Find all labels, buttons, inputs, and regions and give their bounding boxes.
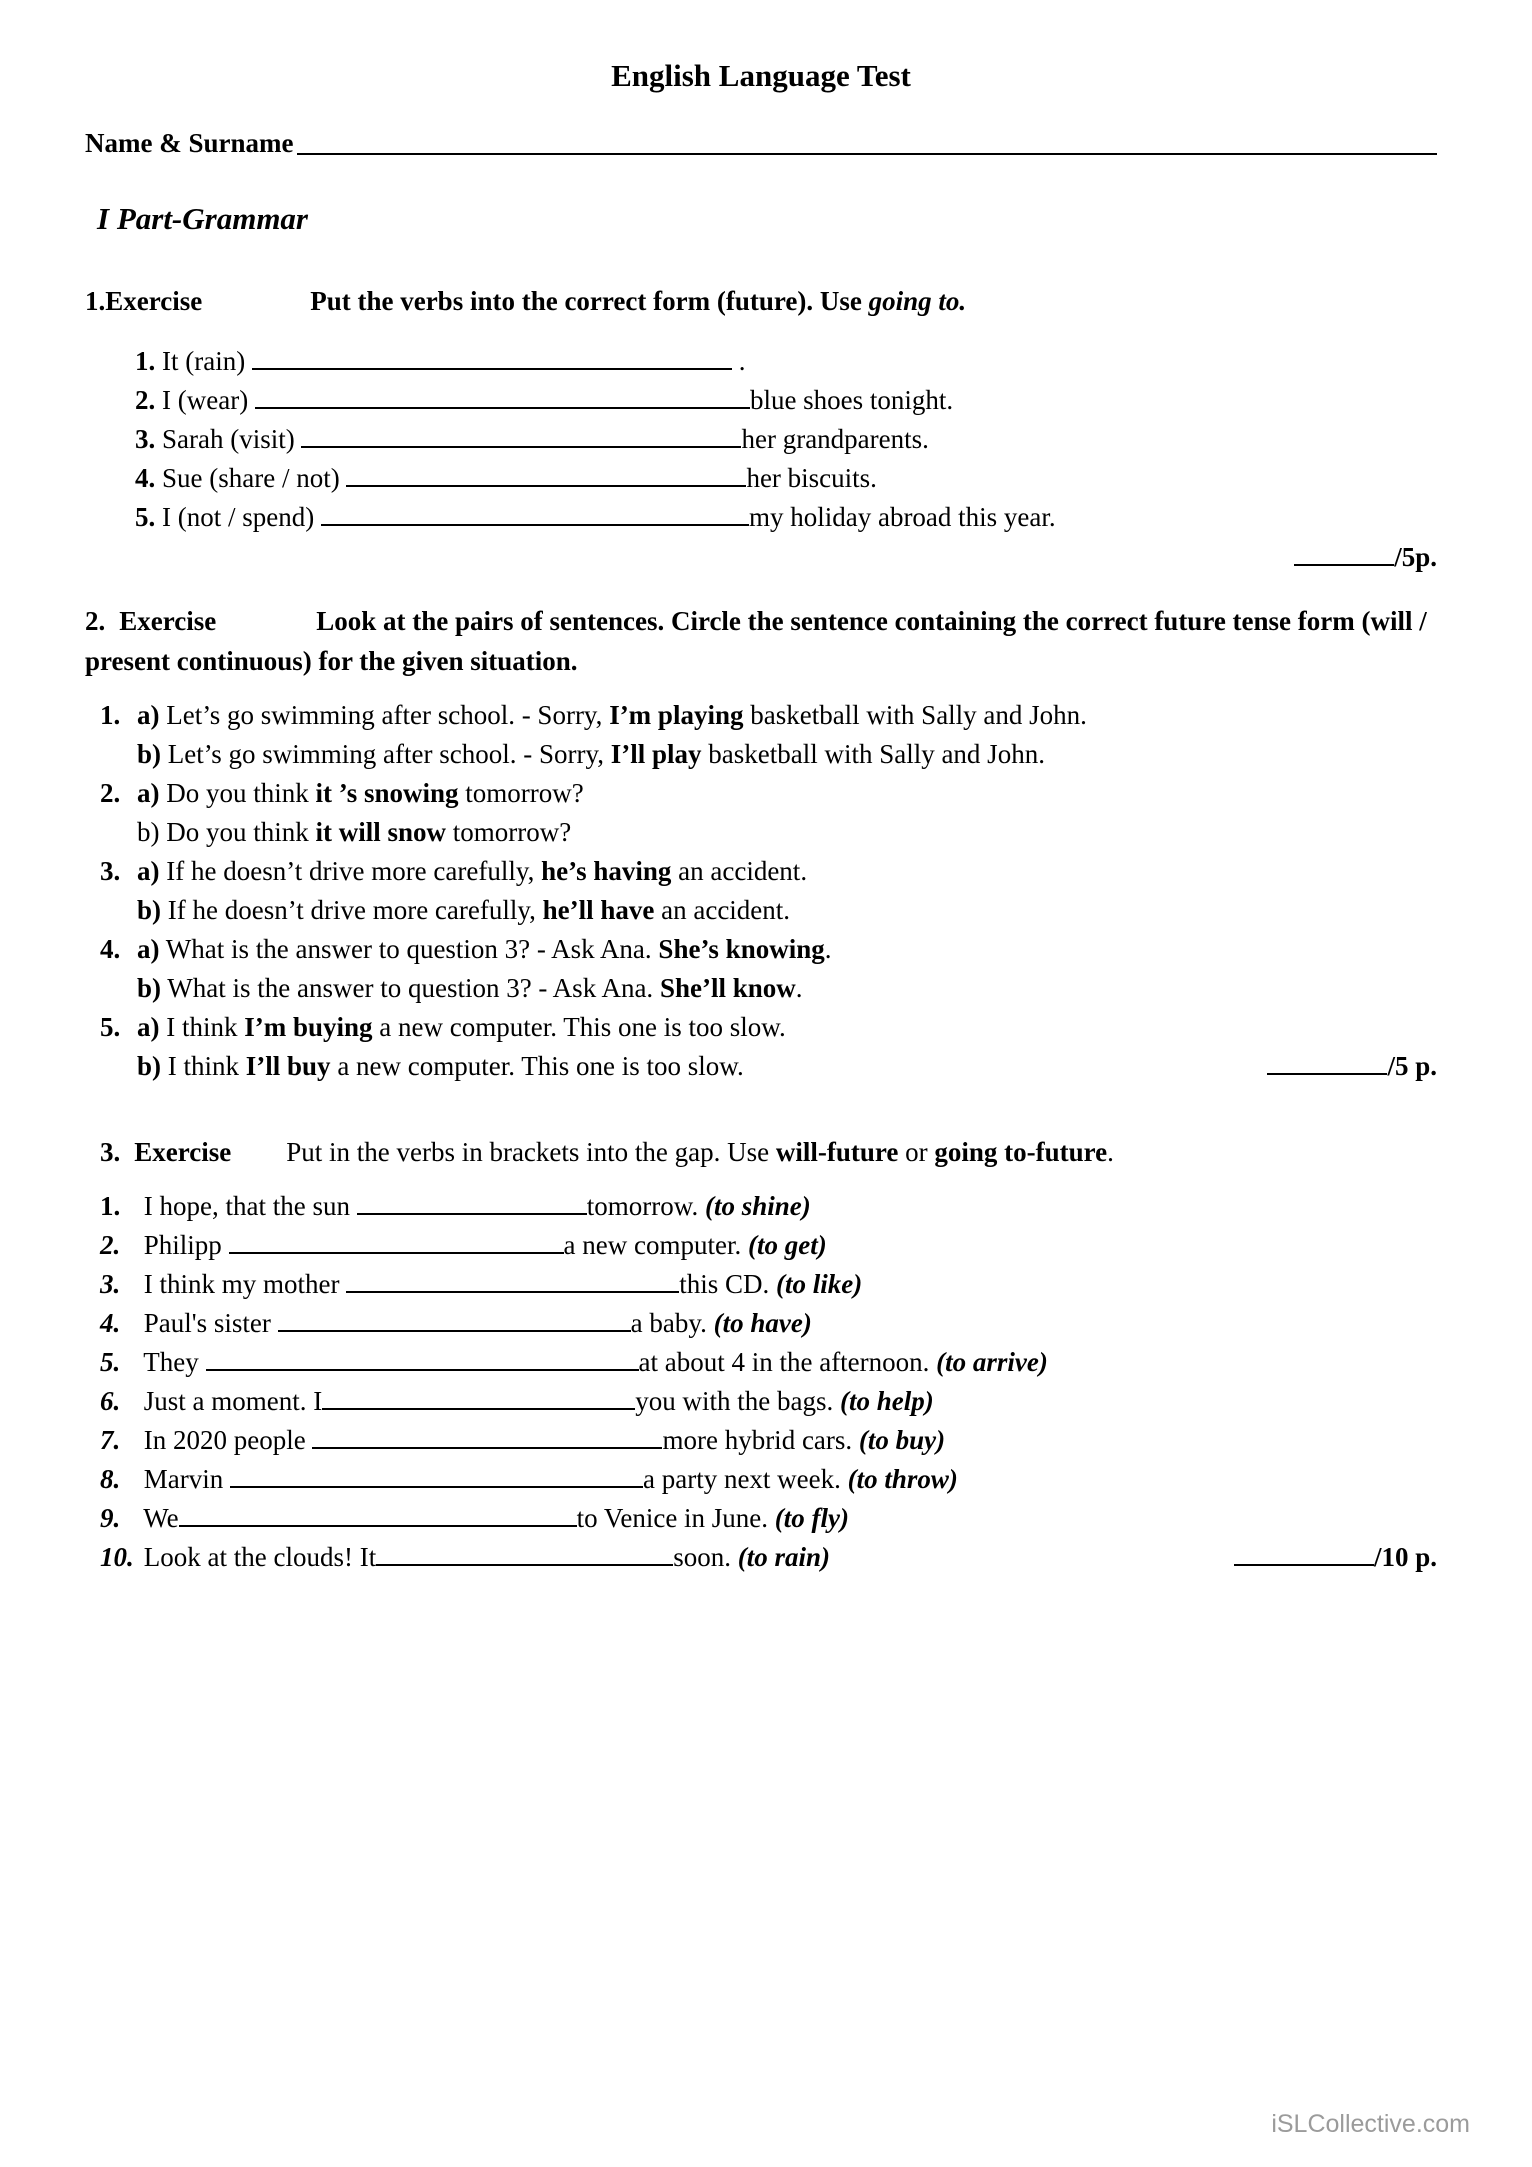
score-blank bbox=[1294, 558, 1394, 566]
name-blank-line bbox=[297, 153, 1437, 155]
option-text-after: . bbox=[824, 934, 832, 964]
item-number: 4. bbox=[135, 463, 156, 493]
item-text-after: her biscuits. bbox=[746, 463, 877, 493]
item-number: 2. bbox=[100, 778, 121, 808]
option-text: Let’s go swimming after school. - Sorry, bbox=[159, 700, 610, 730]
option-text-after: a new computer. This one is too slow. bbox=[372, 1012, 786, 1042]
ex1-item-2 bbox=[135, 386, 1437, 414]
name-surname-row bbox=[85, 128, 1437, 159]
verb-hint: (to help) bbox=[839, 1386, 934, 1416]
option-letter: a) bbox=[137, 856, 160, 886]
option-bold: I’m buying bbox=[244, 1012, 373, 1042]
answer-blank bbox=[229, 1246, 564, 1254]
item-number: 5. bbox=[100, 1347, 121, 1377]
islcollective-watermark: iSLCollective.com bbox=[1271, 2110, 1470, 2138]
item-text-after: at about 4 in the afternoon. bbox=[638, 1347, 937, 1377]
option-letter: b) bbox=[137, 817, 160, 847]
item-text-after: my holiday abroad this year. bbox=[748, 502, 1056, 532]
option-text-after: an accident. bbox=[671, 856, 808, 886]
verb-hint: (to like) bbox=[776, 1269, 863, 1299]
verb-hint: (to shine) bbox=[704, 1191, 811, 1221]
item-number: 2. bbox=[135, 385, 156, 415]
item-number: 3. bbox=[135, 424, 156, 454]
exercise-1-instruction: Put the verbs into the correct form (future). Use bbox=[310, 286, 869, 316]
exercise-3-heading bbox=[100, 1132, 1437, 1172]
exercise-3-instruction-mid: or bbox=[898, 1137, 935, 1167]
option-text: What is the answer to question 3? - Ask Ana. bbox=[161, 973, 660, 1003]
item-text-after: soon. bbox=[673, 1542, 738, 1572]
ex2-item-1 bbox=[100, 701, 1437, 768]
exercise-2-heading bbox=[85, 601, 1437, 681]
ex3-item-6 bbox=[100, 1387, 1437, 1415]
ex3-item-4 bbox=[100, 1309, 1437, 1337]
verb-hint: (to arrive) bbox=[936, 1347, 1048, 1377]
option-text-after: tomorrow? bbox=[446, 817, 572, 847]
item-text: It (rain) bbox=[155, 346, 252, 376]
item-text-after: tomorrow. bbox=[586, 1191, 705, 1221]
item-number: 3. bbox=[100, 856, 121, 886]
item-number: 4. bbox=[100, 934, 121, 964]
item-text: In 2020 people bbox=[137, 1425, 313, 1455]
answer-blank bbox=[321, 518, 749, 526]
item-text-after: to Venice in June. bbox=[576, 1503, 775, 1533]
item-text: I think my mother bbox=[137, 1269, 347, 1299]
answer-blank bbox=[278, 1324, 631, 1332]
item-text: Sue (share / not) bbox=[155, 463, 347, 493]
item-number: 4. bbox=[100, 1308, 121, 1338]
answer-blank bbox=[206, 1363, 639, 1371]
score-label: /10 p. bbox=[1373, 1542, 1437, 1572]
verb-hint: (to buy) bbox=[858, 1425, 946, 1455]
ex1-item-4 bbox=[135, 464, 1437, 492]
option-text-after: a new computer. This one is too slow. bbox=[330, 1051, 744, 1081]
item-number: 7. bbox=[100, 1425, 121, 1455]
ex3-item-5 bbox=[100, 1348, 1437, 1376]
ex2-item-3 bbox=[100, 857, 1437, 924]
ex3-item-3 bbox=[100, 1270, 1437, 1298]
answer-blank bbox=[322, 1402, 635, 1410]
verb-hint: (to throw) bbox=[847, 1464, 958, 1494]
exercise-2-label: Exercise bbox=[119, 606, 217, 636]
item-text: I (wear) bbox=[155, 385, 255, 415]
option-text-after: . bbox=[795, 973, 803, 1003]
item-text: Sarah (visit) bbox=[155, 424, 302, 454]
item-text: Look at the clouds! It bbox=[137, 1542, 377, 1572]
ex1-item-1 bbox=[135, 347, 1437, 375]
option-text-after: an accident. bbox=[654, 895, 791, 925]
score-blank bbox=[1234, 1558, 1374, 1566]
answer-blank bbox=[312, 1441, 662, 1449]
item-text-after: a baby. bbox=[630, 1308, 714, 1338]
option-line bbox=[137, 1052, 744, 1080]
ex2-item-1a bbox=[100, 701, 1437, 729]
option-bold: I’ll play bbox=[610, 739, 702, 769]
ex3-item-1 bbox=[100, 1192, 1437, 1220]
item-text-after: a new computer. bbox=[563, 1230, 748, 1260]
option-bold: I’ll buy bbox=[245, 1051, 331, 1081]
option-letter: a) bbox=[137, 1012, 160, 1042]
exercise-2-score bbox=[1267, 1052, 1437, 1080]
option-bold: it ’s snowing bbox=[315, 778, 459, 808]
exercise-3-instruction-bold-1: will-future bbox=[775, 1137, 899, 1167]
ex3-item-9 bbox=[100, 1504, 1437, 1532]
ex3-item-8 bbox=[100, 1465, 1437, 1493]
exercise-3-number: 3. bbox=[100, 1137, 121, 1167]
item-text: We bbox=[137, 1503, 179, 1533]
answer-blank bbox=[301, 440, 741, 448]
item-number: 2. bbox=[100, 1230, 121, 1260]
item-number: 5. bbox=[100, 1012, 121, 1042]
item-number: 8. bbox=[100, 1464, 121, 1494]
answer-blank bbox=[179, 1519, 577, 1527]
item-number: 1. bbox=[135, 346, 156, 376]
item-line bbox=[100, 1543, 830, 1571]
ex2-item-5 bbox=[100, 1013, 1437, 1080]
verb-hint: (to rain) bbox=[737, 1542, 830, 1572]
ex1-item-5 bbox=[135, 503, 1437, 531]
part-heading: I Part-Grammar bbox=[97, 201, 308, 236]
option-letter: b) bbox=[137, 895, 162, 925]
answer-blank bbox=[376, 1558, 673, 1566]
verb-hint: (to get) bbox=[747, 1230, 827, 1260]
option-text: If he doesn’t drive more carefully, bbox=[161, 895, 543, 925]
item-text-after: . bbox=[738, 346, 746, 376]
option-bold: She’ll know bbox=[659, 973, 796, 1003]
option-text: I think bbox=[159, 1012, 245, 1042]
option-text: What is the answer to question 3? - Ask Ana. bbox=[159, 934, 659, 964]
item-text-after: blue shoes tonight. bbox=[749, 385, 954, 415]
item-text: Just a moment. I bbox=[137, 1386, 323, 1416]
option-letter: a) bbox=[137, 778, 160, 808]
option-text-after: basketball with Sally and John. bbox=[743, 700, 1087, 730]
item-text: I hope, that the sun bbox=[137, 1191, 357, 1221]
answer-blank bbox=[346, 479, 746, 487]
option-bold: he’ll have bbox=[542, 895, 655, 925]
option-bold: he’s having bbox=[541, 856, 672, 886]
score-label: /5 p. bbox=[1387, 1051, 1437, 1081]
item-text-after: you with the bags. bbox=[635, 1386, 840, 1416]
option-letter: b) bbox=[137, 973, 162, 1003]
exercise-1-score bbox=[85, 542, 1437, 573]
item-number: 3. bbox=[100, 1269, 121, 1299]
exercise-1-heading bbox=[85, 281, 1437, 321]
ex2-item-1b bbox=[137, 740, 1437, 768]
item-text: Marvin bbox=[137, 1464, 230, 1494]
exercise-2-number: 2. bbox=[85, 606, 106, 636]
answer-blank bbox=[230, 1480, 643, 1488]
option-text: If he doesn’t drive more carefully, bbox=[159, 856, 542, 886]
item-text: Paul's sister bbox=[137, 1308, 278, 1338]
option-text: Let’s go swimming after school. - Sorry, bbox=[161, 739, 611, 769]
ex2-item-2a bbox=[100, 779, 1437, 807]
exercise-1-instruction-emphasis: going to. bbox=[868, 286, 967, 316]
item-number: 10. bbox=[100, 1542, 134, 1572]
item-number: 5. bbox=[135, 502, 156, 532]
item-number: 1. bbox=[100, 1191, 121, 1221]
item-number: 9. bbox=[100, 1503, 121, 1533]
ex1-item-3 bbox=[135, 425, 1437, 453]
exercise-1-label: 1.Exercise bbox=[85, 286, 203, 316]
ex2-item-4 bbox=[100, 935, 1437, 1002]
exercise-3-instruction: Put in the verbs in brackets into the gap. Use bbox=[286, 1137, 776, 1167]
item-text-after: more hybrid cars. bbox=[662, 1425, 859, 1455]
option-text: Do you think bbox=[159, 778, 316, 808]
ex3-item-10 bbox=[100, 1543, 1437, 1571]
ex3-item-7 bbox=[100, 1426, 1437, 1454]
name-label: Name & Surname bbox=[85, 128, 294, 158]
option-text-after: basketball with Sally and John. bbox=[701, 739, 1045, 769]
exercise-3-score bbox=[1234, 1543, 1437, 1571]
option-bold: it will snow bbox=[315, 817, 447, 847]
exercise-3-label: Exercise bbox=[134, 1137, 232, 1167]
verb-hint: (to have) bbox=[713, 1308, 812, 1338]
exercise-2-instruction: Look at the pairs of sentences. Circle the sentence containing the correct future tense form (will / present continuous) for the given situation. bbox=[85, 606, 1427, 676]
ex2-item-3a bbox=[100, 857, 1437, 885]
exercise-3-items bbox=[100, 1192, 1437, 1571]
score-blank bbox=[1267, 1067, 1387, 1075]
answer-blank bbox=[255, 401, 750, 409]
exercise-3-instruction-end: . bbox=[1107, 1137, 1114, 1167]
option-letter: b) bbox=[137, 739, 162, 769]
ex2-item-5a bbox=[100, 1013, 1437, 1041]
item-text: They bbox=[137, 1347, 206, 1377]
answer-blank bbox=[357, 1207, 587, 1215]
option-letter: b) bbox=[137, 1051, 162, 1081]
score-label: /5p. bbox=[1394, 542, 1437, 572]
ex2-item-5b bbox=[137, 1052, 1437, 1080]
ex2-item-2 bbox=[100, 779, 1437, 846]
exercise-2-items bbox=[100, 701, 1437, 1080]
ex2-item-3b bbox=[137, 896, 1437, 924]
item-text: I (not / spend) bbox=[155, 502, 321, 532]
option-text-after: tomorrow? bbox=[458, 778, 584, 808]
item-text: Philipp bbox=[137, 1230, 229, 1260]
item-text-after: her grandparents. bbox=[741, 424, 929, 454]
item-text-after: this CD. bbox=[679, 1269, 777, 1299]
item-number: 6. bbox=[100, 1386, 121, 1416]
option-text: Do you think bbox=[159, 817, 316, 847]
exercise-3-instruction-bold-2: going to-future bbox=[934, 1137, 1108, 1167]
answer-blank bbox=[346, 1285, 679, 1293]
item-text-after: a party next week. bbox=[642, 1464, 848, 1494]
exercise-1-items bbox=[135, 347, 1437, 531]
ex3-item-2 bbox=[100, 1231, 1437, 1259]
ex2-item-2b bbox=[137, 818, 1437, 846]
option-bold: She’s knowing bbox=[658, 934, 825, 964]
page-title: English Language Test bbox=[611, 58, 911, 93]
option-letter: a) bbox=[137, 934, 160, 964]
option-text: I think bbox=[161, 1051, 246, 1081]
ex2-item-4b bbox=[137, 974, 1437, 1002]
option-bold: I’m playing bbox=[609, 700, 744, 730]
answer-blank bbox=[252, 362, 732, 370]
verb-hint: (to fly) bbox=[774, 1503, 850, 1533]
ex2-item-4a bbox=[100, 935, 1437, 963]
option-letter: a) bbox=[137, 700, 160, 730]
item-number: 1. bbox=[100, 700, 121, 730]
